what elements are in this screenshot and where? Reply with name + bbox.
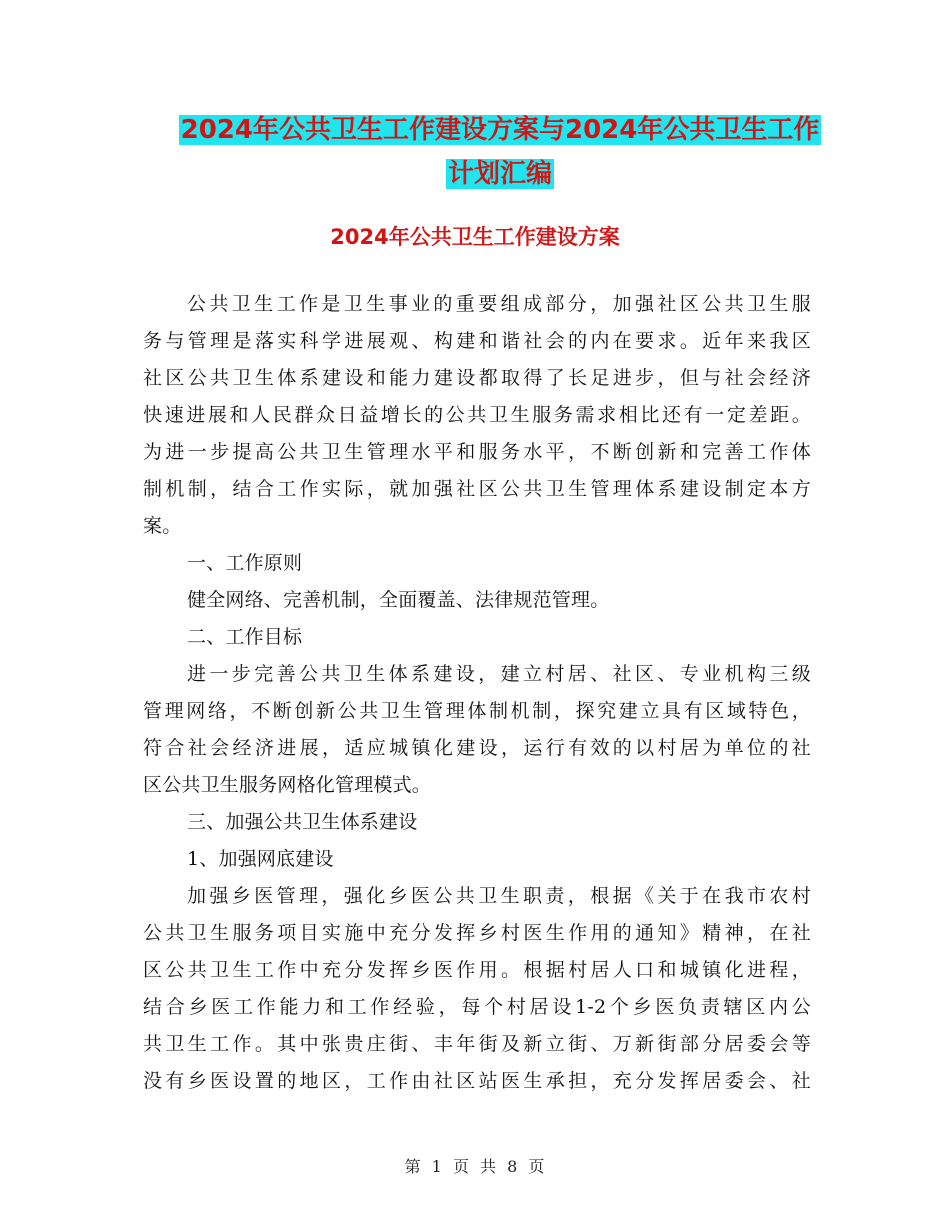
paragraph-line: 进一步完善公共卫生体系建设，建立村居、社区、专业机构三级 [187, 663, 811, 685]
document-title [100, 111, 900, 149]
paragraph-line: 公共卫生工作是卫生事业的重要组成部分，加强社区公共卫生服 [187, 293, 811, 315]
document-title-continued [100, 155, 900, 193]
paragraph-line: 社区公共卫生体系建设和能力建设都取得了长足进步，但与社会经济 [143, 367, 811, 389]
heading-work-principles: 一、工作原则 [187, 552, 303, 574]
subheading-network-base: 1、加强网底建设 [187, 848, 334, 870]
paragraph-line: 区公共卫生服务网格化管理模式。 [143, 774, 432, 796]
document-title-line1: 2024年公共卫生工作建设方案与2024年公共卫生工作 [180, 115, 820, 145]
paragraph-line: 符合社会经济进展，适应城镇化建设，运行有效的以村居为单位的社 [143, 737, 811, 759]
heading-system-building: 三、加强公共卫生体系建设 [187, 811, 418, 833]
paragraph-line: 公共卫生服务项目实施中充分发挥乡村医生作用的通知》精神，在社 [143, 922, 811, 944]
paragraph-line: 务与管理是落实科学进展观、构建和谐社会的内在要求。近年来我区 [143, 330, 811, 352]
section-title: 2024年公共卫生工作建设方案 [330, 225, 620, 249]
paragraph-line: 共卫生工作。其中张贵庄街、丰年街及新立街、万新街部分居委会等 [143, 1033, 811, 1055]
paragraph-line: 制机制，结合工作实际，就加强社区公共卫生管理体系建设制定本方 [143, 478, 811, 500]
page-footer: 第 1 页 共 8 页 [404, 1157, 546, 1176]
document-body [143, 286, 811, 1100]
paragraph-line: 健全网络、完善机制，全面覆盖、法律规范管理。 [187, 589, 610, 611]
paragraph-line: 为进一步提高公共卫生管理水平和服务水平，不断创新和完善工作体 [143, 441, 811, 463]
paragraph-line: 快速进展和人民群众日益增长的公共卫生服务需求相比还有一定差距。 [143, 404, 811, 426]
heading-work-goals: 二、工作目标 [187, 626, 303, 648]
paragraph-line: 区公共卫生工作中充分发挥乡医作用。根据村居人口和城镇化进程， [143, 959, 811, 981]
paragraph-line: 管理网络，不断创新公共卫生管理体制机制，探究建立具有区域特色， [143, 700, 811, 722]
paragraph-line: 没有乡医设置的地区，工作由社区站医生承担，充分发挥居委会、社 [143, 1070, 811, 1092]
paragraph-line: 案。 [143, 515, 182, 537]
paragraph-line: 结合乡医工作能力和工作经验，每个村居设1-2个乡医负责辖区内公 [143, 996, 811, 1018]
paragraph-line: 加强乡医管理，强化乡医公共卫生职责，根据《关于在我市农村 [187, 885, 811, 907]
document-title-line2: 计划汇编 [447, 159, 552, 189]
